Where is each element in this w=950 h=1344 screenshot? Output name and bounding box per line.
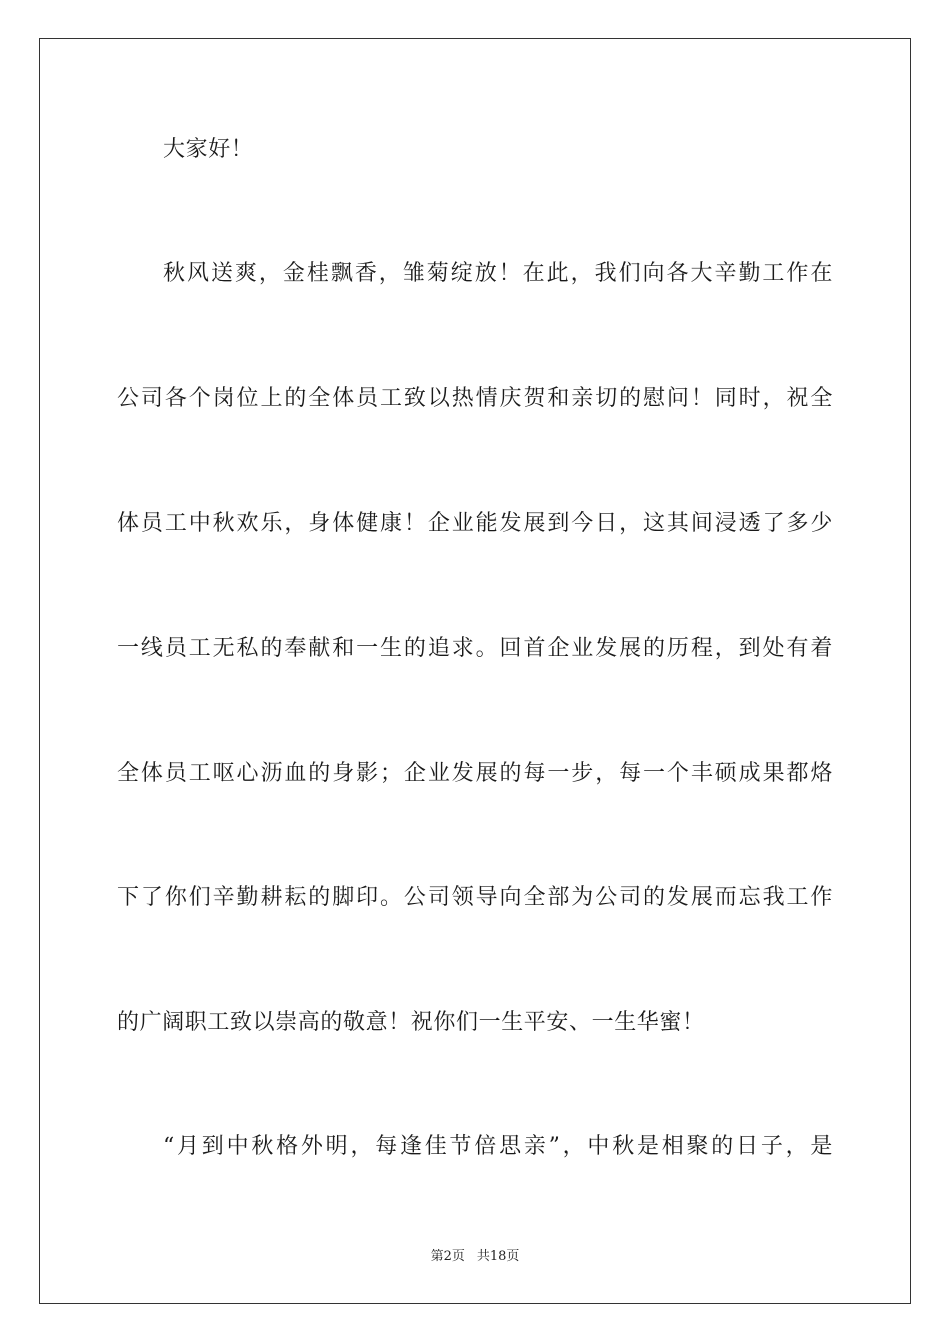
page-total: 共18页 [476, 1249, 520, 1264]
page-number: 第2页 [430, 1249, 465, 1264]
paragraph-line: 下了你们辛勤耕耘的脚印。公司领导向全部为公司的发展而忘我工作 [117, 885, 833, 910]
paragraph-line: 一线员工无私的奉献和一生的追求。回首企业发展的历程，到处有着 [117, 636, 833, 661]
paragraph-line: 秋风送爽，金桂飘香，雏菊绽放！在此，我们向各大辛勤工作在 [163, 261, 833, 286]
paragraph-line: 全体员工呕心沥血的身影；企业发展的每一步，每一个丰硕成果都烙 [117, 761, 833, 786]
paragraph-line: 体员工中秋欢乐，身体健康！企业能发展到今日，这其间浸透了多少 [117, 511, 833, 536]
paragraph-line: 的广阔职工致以崇高的敬意！祝你们一生平安、一生华蜜！ [117, 1010, 705, 1035]
page-border [39, 38, 911, 1304]
paragraph-line: “月到中秋格外明，每逢佳节倍思亲”，中秋是相聚的日子，是 [163, 1134, 833, 1159]
greeting-line: 大家好！ [163, 137, 254, 162]
paragraph-line: 公司各个岗位上的全体员工致以热情庆贺和亲切的慰问！同时，祝全 [117, 386, 833, 411]
page-footer [0, 1248, 950, 1266]
